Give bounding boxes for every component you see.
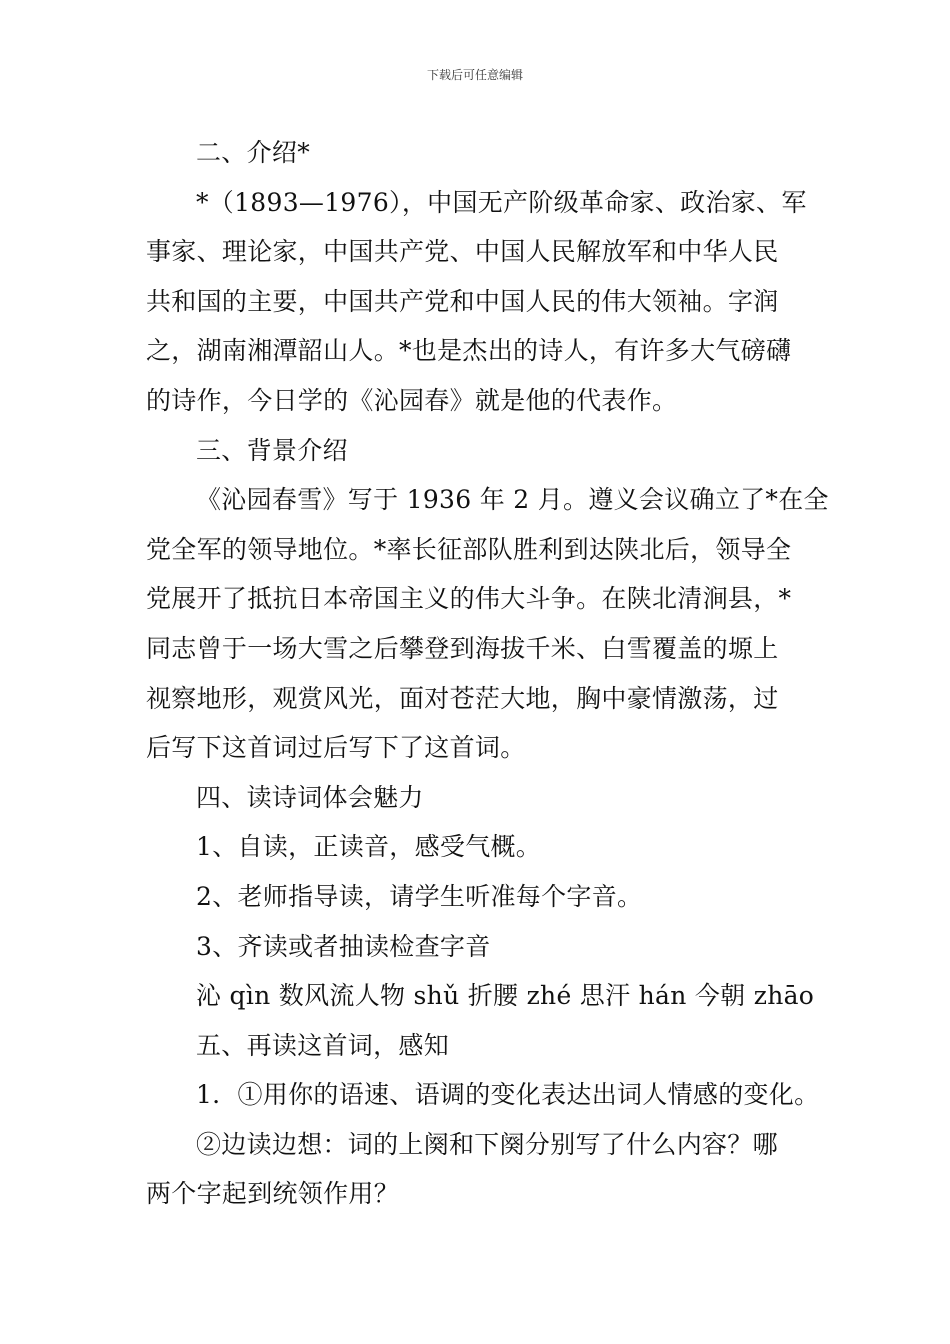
text-line: 党展开了抵抗日本帝国主义的伟大斗争。在陕北清涧县，* xyxy=(146,584,792,614)
text-line: 后写下这首词过后写下了这首词。 xyxy=(146,733,526,763)
header-note: 下载后可任意编辑 xyxy=(426,68,523,82)
text-line: 视察地形，观赏风光，面对苍茫大地，胸中豪情激荡，过 xyxy=(146,683,779,713)
text-line: 四、读诗词体会魅力 xyxy=(196,782,424,812)
text-line: *（1893—1976），中国无产阶级革命家、政治家、军 xyxy=(196,187,807,217)
text-line: 之，湖南湘潭韶山人。*也是杰出的诗人，有许多大气磅礴 xyxy=(146,336,792,366)
text-line: 五、再读这首词，感知 xyxy=(196,1030,450,1060)
text-line: 的诗作，今日学的《沁园春》就是他的代表作。 xyxy=(146,385,678,415)
text-line: 1、自读，正读音，感受气概。 xyxy=(196,832,542,862)
text-line: 同志曾于一场大雪之后攀登到海拔千米、白雪覆盖的塬上 xyxy=(146,633,779,663)
text-line: 三、背景介绍 xyxy=(196,435,348,465)
text-line: 共和国的主要，中国共产党和中国人民的伟大领袖。字润 xyxy=(146,286,779,316)
text-line: ②边读边想：词的上阕和下阕分别写了什么内容？哪 xyxy=(196,1129,778,1159)
text-line: 2、老师指导读，请学生听准每个字音。 xyxy=(196,881,643,911)
text-line: 事家、理论家，中国共产党、中国人民解放军和中华人民 xyxy=(146,237,779,267)
text-line: 3、齐读或者抽读检查字音 xyxy=(196,931,491,961)
text-line: 党全军的领导地位。*率长征部队胜利到达陕北后，领导全 xyxy=(146,534,792,564)
text-line: 两个字起到统领作用？ xyxy=(146,1179,400,1209)
text-line: 二、介绍* xyxy=(196,138,311,167)
text-line: 1．①用你的语速、语调的变化表达出词人情感的变化。 xyxy=(196,1080,820,1110)
document-body xyxy=(146,128,829,1219)
text-line: 沁 qìn 数风流人物 shǔ 折腰 zhé 思汗 hán 今朝 zhāo xyxy=(196,981,815,1011)
text-line: 《沁园春雪》写于 1936 年 2 月。遵义会议确立了*在全 xyxy=(196,485,829,515)
